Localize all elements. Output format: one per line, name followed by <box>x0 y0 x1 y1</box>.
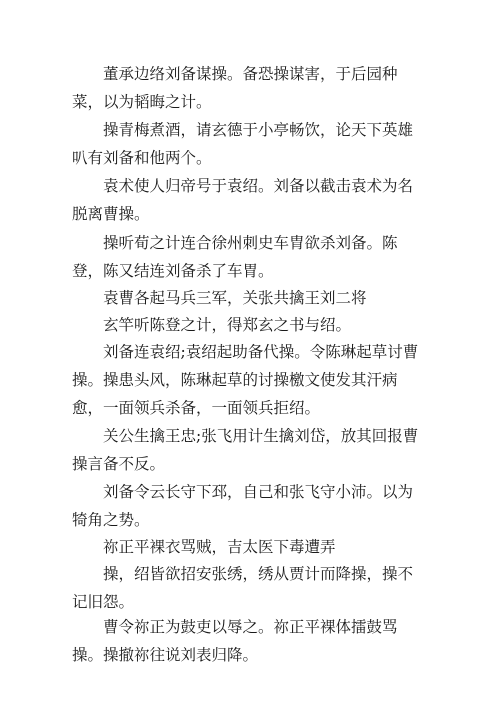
paragraph-12: 操，绍皆欲招安张绣，绣从贾计而降操，操不记旧怨。 <box>72 565 414 611</box>
paragraph-10: 刘备令云长守下邳，自己和张飞守小沛。以为犄角之势。 <box>72 483 414 529</box>
paragraph-11: 祢正平裸衣骂贼，吉太医下毒遭弄 <box>103 538 336 556</box>
paragraph-4: 操听荀之计连合徐州刺史车胄欲杀刘备。陈登，陈又结连刘备杀了车胃。 <box>72 234 398 280</box>
paragraph-8: 操患头风，陈琳起草的讨操檄文使发其汗病愈，一面领兵杀备，一面领兵拒绍。 <box>72 371 398 417</box>
paragraph-9: 关公生擒王忠;张飞用计生擒刘岱，放其回报曹操言备不反。 <box>72 427 419 473</box>
paragraph-5: 袁曹各起马兵三军，关张共擒王刘二将 <box>103 289 367 307</box>
paragraph-13: 曹令祢正为鼓吏以辱之。祢正平裸体擂鼓骂操。操撤祢往说刘表归降。 <box>72 618 398 664</box>
paragraph-3: 袁术使人归帝号于袁绍。刘备以截击袁术为名脱离曹操。 <box>72 177 414 223</box>
paragraph-6: 玄竿听陈登之计，得郑玄之书与绍。 <box>103 316 352 334</box>
paragraph-7: 刘备连袁绍;袁绍起助备代操。令陈琳起草讨曹操。 <box>72 343 419 389</box>
paragraph-2: 操青梅煮酒，请玄德于小亭畅饮，论天下英雄叭有刘备和他两个。 <box>72 121 414 167</box>
paragraph-1: 董承边络刘备谋操。备恐操谋害，于后园种菜，以为韬晦之计。 <box>72 65 398 111</box>
